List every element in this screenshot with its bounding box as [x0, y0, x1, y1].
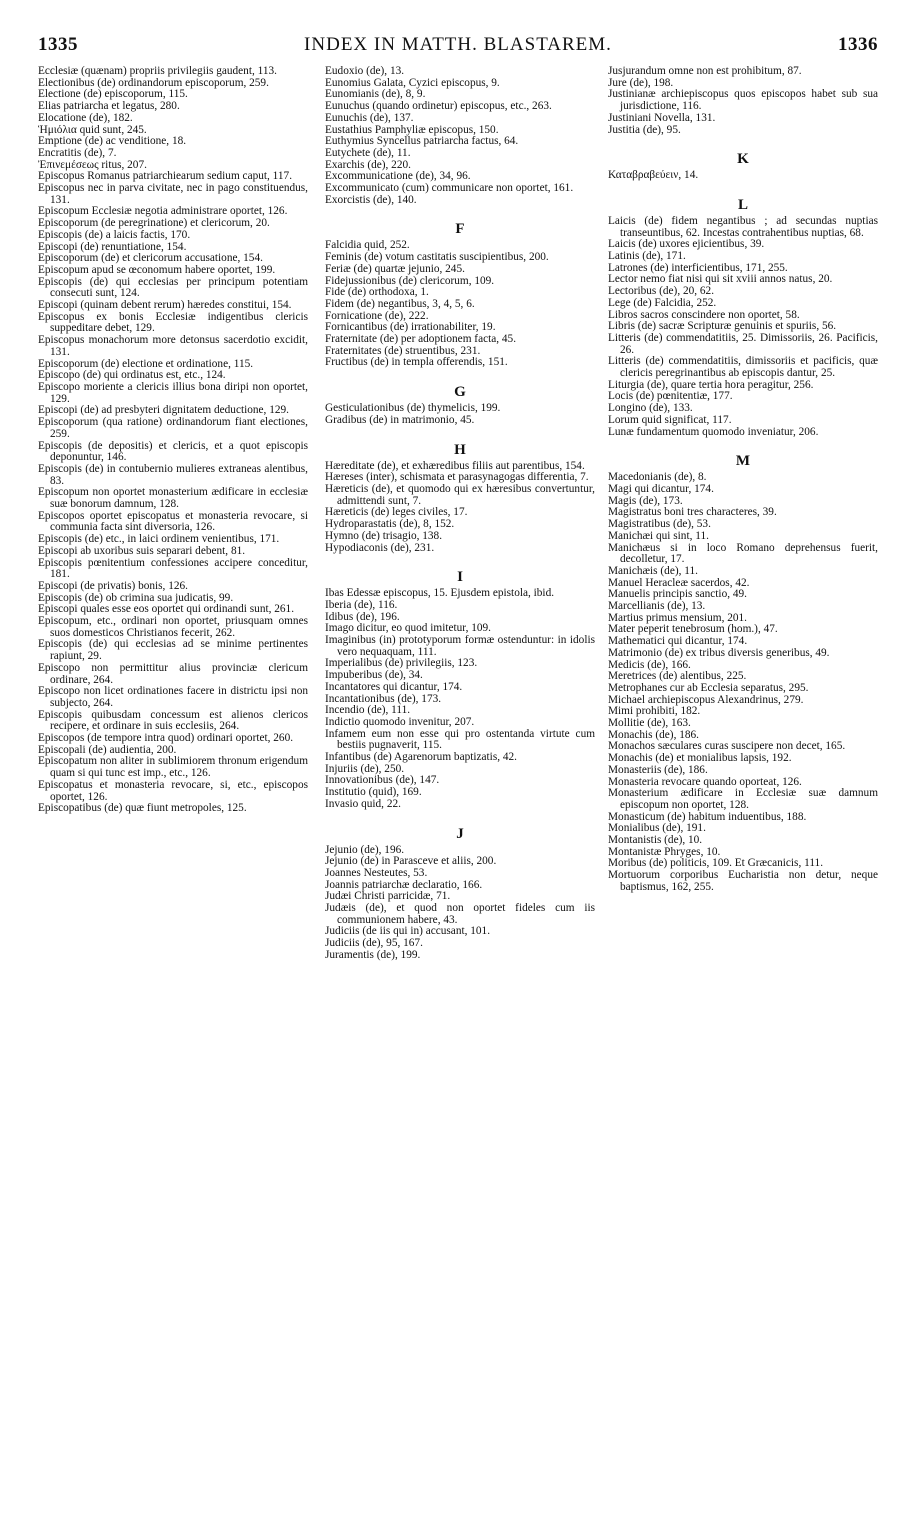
- index-entry: Episcopum apud se œconomum habere oportet, 199.: [38, 263, 276, 276]
- index-entry: Episcopus nec in parva civitate, nec in pago constituendus, 131.: [38, 182, 308, 206]
- index-entry: Episcopis (de) ob crimina sua judicatis, 99.: [38, 591, 234, 604]
- index-entry: Episcopatibus (de) quæ fiunt metropoles, 125.: [38, 802, 247, 815]
- index-entry: Καταβραβεύειν, 14.: [608, 169, 699, 182]
- index-entry: Libris (de) sacræ Scripturæ genuinis et spuriis, 56.: [608, 320, 837, 333]
- index-entry: Manuel Heracleæ sacerdos, 42.: [608, 576, 750, 589]
- index-entry: Mimi prohibiti, 182.: [608, 705, 701, 718]
- index-entry: Episcopis (de) qui ecclesias per principum potentiam consecuti sunt, 124.: [38, 275, 308, 300]
- index-entry: Metrophanes cur ab Ecclesia separatus, 295.: [608, 681, 809, 694]
- index-column-1: [38, 66, 308, 815]
- index-entry: Manichæi qui sint, 11.: [608, 529, 709, 542]
- page-number-left: 1335: [38, 34, 78, 55]
- index-entry: Fornicantibus (de) irrationabiliter, 19.: [325, 321, 496, 334]
- index-entry: Manichæus si in loco Romano deprehensus fuerit, decolletur, 17.: [608, 541, 878, 566]
- index-entry: Exorcistis (de), 140.: [325, 193, 417, 206]
- index-entry: Impuberibus (de), 34.: [325, 669, 423, 682]
- index-entry: Fraternitates (de) struentibus, 231.: [325, 344, 481, 357]
- index-entry: Episcoporum (de) et clericorum accusatione, 154.: [38, 252, 263, 265]
- index-entry: Idibus (de), 196.: [325, 610, 400, 623]
- section-letter: H: [454, 441, 466, 458]
- index-entry: Fidejussionibus (de) clericorum, 109.: [325, 274, 495, 287]
- index-entry: Episcopis quibusdam concessum est alienos clericos recipere, et ordinare in suis ecclesiis, 264.: [38, 708, 308, 733]
- index-entry: Monasticum (de) habitum induentibus, 188.: [608, 810, 807, 823]
- index-entry: Episcopi (de) renuntiatione, 154.: [38, 240, 187, 253]
- index-entry: Feminis (de) votum castitatis suscipientibus, 200.: [325, 251, 549, 264]
- index-entry: Institutio (quid), 169.: [325, 786, 422, 799]
- index-entry: Electione (de) episcoporum, 115.: [38, 88, 188, 101]
- index-entry: Judæis (de), et quod non oportet fideles cum iis communionem habere, 43.: [325, 902, 595, 926]
- section-letter: I: [457, 569, 463, 586]
- index-entry: Monachos sæculares curas suscipere non decet, 165.: [608, 740, 846, 753]
- index-entry: Excommunicatione (de), 34, 96.: [325, 170, 471, 183]
- index-entry: Montanistæ Phryges, 10.: [608, 845, 721, 858]
- index-entry: Episcopis (de depositis) et clericis, et a quot episcopis deponuntur, 146.: [38, 439, 308, 464]
- index-entry: Mortuorum corporibus Eucharistia non detur, neque baptismus, 162, 255.: [608, 869, 878, 893]
- index-entry: Ἐπινεμέσεως ritus, 207.: [38, 158, 147, 171]
- index-entry: Episcopus ex bonis Ecclesiæ indigentibus clericis suppeditare debet, 129.: [38, 310, 308, 335]
- index-entry: Episcopis (de) etc., in laici ordinem venientibus, 171.: [38, 533, 280, 546]
- index-entry: Imaginibus (in) prototyporum formæ ostenduntur: in idolis vero nequaquam, 111.: [325, 634, 595, 658]
- index-entry: Hæreticis (de) leges civiles, 17.: [325, 506, 468, 519]
- index-entry: Judiciis (de iis qui in) accusant, 101.: [325, 925, 491, 938]
- index-entry: Mathematici qui dicantur, 174.: [608, 635, 748, 648]
- index-entry: Imago dicitur, eo quod imitetur, 109.: [325, 622, 492, 635]
- index-entry: Eunuchis (de), 137.: [325, 111, 414, 124]
- index-entry: Monasterium ædificare in Ecclesiæ suæ damnum episcopum non oportet, 128.: [608, 787, 878, 811]
- section-letter: J: [456, 825, 464, 842]
- index-entry: Eunuchus (quando ordinetur) episcopus, etc., 263.: [325, 100, 552, 113]
- index-entry: Infamem eum non esse qui pro ostentanda virtute cum bestiis pugnaverit, 115.: [325, 727, 595, 752]
- index-entry: Episcopum Ecclesiæ negotia administrare oportet, 126.: [38, 205, 288, 218]
- index-entry: Episcopis (de) qui ecclesias ad se minime pertinentes rapiunt, 29.: [38, 638, 308, 663]
- index-entry: Manichæis (de), 11.: [608, 564, 698, 577]
- index-entry: Manuelis principis sanctio, 49.: [608, 588, 747, 601]
- index-entry: Latinis (de), 171.: [608, 250, 686, 263]
- index-entry: Episcopis pœnitentium confessiones accipere conceditur, 181.: [38, 556, 308, 581]
- index-entry: Lege (de) Falcidia, 252.: [608, 296, 717, 309]
- index-entry: Litteris (de) commendatitiis, dimissoriis et pacificis, quæ clericis peregrinantibus ab episcopis dantur, 25.: [608, 355, 878, 380]
- index-entry: Magistratibus (de), 53.: [608, 518, 711, 531]
- index-entry: Michael archiepiscopus Alexandrinus, 279.: [608, 693, 804, 706]
- index-entry: Jusjurandum omne non est prohibitum, 87.: [608, 65, 802, 77]
- index-entry: Juramentis (de), 199.: [325, 948, 421, 961]
- index-entry: Magis (de), 173.: [608, 494, 683, 507]
- index-entry: Emptione (de) ac venditione, 18.: [38, 135, 187, 148]
- index-entry: Infantibus (de) Agarenorum baptizatis, 42.: [325, 751, 517, 764]
- index-entry: Monachis (de), 186.: [608, 728, 699, 741]
- index-entry: Indictio quomodo invenitur, 207.: [325, 715, 475, 728]
- index-entry: Episcopo (de) qui ordinatus est, etc., 124.: [38, 369, 226, 382]
- index-entry: Ibas Edessæ episcopus, 15. Ejusdem epistola, ibid.: [325, 587, 555, 600]
- index-entry: Moribus (de) politicis, 109. Et Græcanicis, 111.: [608, 857, 824, 870]
- index-entry: Incendio (de), 111.: [325, 704, 411, 717]
- index-entry: Judæi Christi parricidæ, 71.: [325, 890, 451, 903]
- index-entry: Locis (de) pœnitentiæ, 177.: [608, 390, 733, 403]
- index-entry: Episcopi (de) ad presbyteri dignitatem deductione, 129.: [38, 404, 289, 417]
- index-entry: Episcopum non oportet monasterium ædificare in ecclesiæ suæ bonorum damnum, 128.: [38, 486, 308, 511]
- index-entry: Eunomius Galata, Cyzici episcopus, 9.: [325, 76, 500, 89]
- index-entry: Matrimonio (de) ex tribus diversis generibus, 49.: [608, 646, 830, 659]
- index-entry: Incantatores qui dicantur, 174.: [325, 680, 463, 693]
- index-entry: Eudoxio (de), 13.: [325, 65, 405, 77]
- index-entry: Mollitie (de), 163.: [608, 717, 691, 730]
- index-entry: Montanistis (de), 10.: [608, 834, 703, 847]
- index-entry: Falcidia quid, 252.: [325, 239, 410, 252]
- index-entry: Fide (de) orthodoxa, 1.: [325, 286, 429, 299]
- index-entry: Episcopum, etc., ordinari non oportet, priusquam omnes suos domesticos Christianos fecerit, 262.: [38, 615, 308, 639]
- index-entry: Gradibus (de) in matrimonio, 45.: [325, 413, 475, 426]
- index-entry: Euthymius Syncellus patriarcha factus, 64.: [325, 135, 519, 148]
- index-entry: Hæreditate (de), et exhæredibus filiis aut parentibus, 154.: [325, 459, 585, 472]
- index-entry: Elocatione (de), 182.: [38, 111, 133, 124]
- index-entry: Exarchis (de), 220.: [325, 158, 411, 171]
- section-letter: L: [737, 196, 748, 213]
- index-entry: Jure (de), 198.: [608, 76, 674, 89]
- index-entry: Lectoribus (de), 20, 62.: [608, 285, 715, 298]
- index-entry: Invasio quid, 22.: [325, 797, 401, 810]
- index-entry: Jejunio (de) in Parasceve et aliis, 200.: [325, 855, 497, 868]
- index-entry: Episcopi ab uxoribus suis separari debent, 81.: [38, 544, 246, 557]
- index-entry: Joannis patriarchæ declaratio, 166.: [325, 878, 483, 891]
- index-entry: Fidem (de) negantibus, 3, 4, 5, 6.: [325, 297, 475, 310]
- index-entry: Episcoporum (de peregrinatione) et clericorum, 20.: [38, 217, 270, 230]
- index-entry: Joannes Nesteutes, 53.: [325, 866, 428, 879]
- index-entry: Eunomianis (de), 8, 9.: [325, 88, 426, 101]
- index-entry: Eutychete (de), 11.: [325, 146, 411, 159]
- index-entry: Episcopatum non aliter in sublimiorem thronum erigendum quam si qui tunc est imp., etc., 126.: [38, 755, 308, 780]
- index-entry: Episcopi (quinam debent rerum) hæredes constitui, 154.: [38, 299, 292, 312]
- index-entry: Episcoporum (de) electione et ordinatione, 115.: [38, 357, 254, 370]
- index-entry: Episcopi (de privatis) bonis, 126.: [38, 579, 188, 592]
- index-entry: Episcopis (de) a laicis factis, 170.: [38, 228, 191, 241]
- page-header: [38, 34, 878, 62]
- index-entry: Marcellianis (de), 13.: [608, 600, 706, 613]
- index-entry: Justinianæ archiepiscopus quos episcopos habet sub sua jurisdictione, 116.: [608, 88, 878, 113]
- index-entry: Encratitis (de), 7.: [38, 146, 117, 159]
- index-entry: Hæreses (inter), schismata et parasynagogas differentia, 7.: [325, 471, 589, 484]
- index-entry: Macedonianis (de), 8.: [608, 471, 707, 484]
- section-letter: M: [735, 453, 751, 470]
- index-entry: Magi qui dicantur, 174.: [608, 482, 714, 495]
- index-entry: Eustathius Pamphyliæ episcopus, 150.: [325, 123, 499, 136]
- index-entry: Martius primus mensium, 201.: [608, 611, 748, 624]
- index-entry: Episcopis (de) in contubernio mulieres extraneas alentibus, 83.: [38, 462, 308, 487]
- index-entry: Laicis (de) uxores ejicientibus, 39.: [608, 238, 765, 251]
- index-entry: Episcopo non permittitur alius provinciæ clericum ordinare, 264.: [38, 661, 308, 686]
- index-entry: Hæreticis (de), et quomodo qui ex hæresibus convertuntur, admittendi sunt, 7.: [325, 482, 595, 507]
- index-entry: Fornicatione (de), 222.: [325, 309, 429, 322]
- index-entry: Electionibus (de) ordinandorum episcoporum, 259.: [38, 76, 269, 89]
- index-entry: Imperialibus (de) privilegiis, 123.: [325, 657, 478, 670]
- index-entry: Litteris (de) commendatitiis, 25. Dimissoriis, 26. Pacificis, 26.: [608, 331, 878, 356]
- index-entry: Episcopo non licet ordinationes facere in districtu ipsi non subjecto, 264.: [38, 685, 308, 709]
- index-entry: Incantationibus (de), 173.: [325, 692, 442, 705]
- index-entry: Feriæ (de) quartæ jejunio, 245.: [325, 262, 465, 275]
- index-entry: Lunæ fundamentum quomodo inveniatur, 206.: [608, 425, 819, 438]
- index-entry: Excommunicato (cum) communicare non oportet, 161.: [325, 182, 574, 195]
- section-letter: G: [454, 384, 466, 401]
- index-entry: Judiciis (de), 95, 167.: [325, 937, 423, 950]
- index-entry: Meretrices (de) alentibus, 225.: [608, 670, 747, 683]
- section-letter: K: [737, 151, 749, 168]
- index-entry: Laicis (de) fidem negantibus ; ad secundas nuptias transeuntibus, 62. Incestas contrahentibus nuptias, 68.: [608, 214, 878, 239]
- index-entry: Monasteria revocare quando oporteat, 126.: [608, 775, 802, 788]
- index-entry: Longino (de), 133.: [608, 402, 693, 415]
- index-entry: Ἡμιόλια quid sunt, 245.: [38, 123, 147, 136]
- index-entry: Hymno (de) trisagio, 138.: [325, 529, 443, 542]
- index-entry: Episcopo moriente a clericis illius bona diripi non oportet, 129.: [38, 380, 308, 405]
- index-entry: Hypodiaconis (de), 231.: [325, 541, 435, 554]
- index-entry: Justiniani Novella, 131.: [608, 111, 716, 124]
- index-entry: Monachis (de) et monialibus lapsis, 192.: [608, 752, 792, 765]
- index-entry: Gesticulationibus (de) thymelicis, 199.: [325, 402, 501, 415]
- index-column-2: [325, 66, 595, 962]
- index-entry: Episcopi quales esse eos oportet qui ordinandi sunt, 261.: [38, 603, 295, 616]
- section-letter: F: [455, 221, 465, 238]
- index-entry: Ecclesiæ (quænam) propriis privilegiis gaudent, 113.: [38, 65, 277, 77]
- index-entry: Magistratus boni tres characteres, 39.: [608, 506, 777, 519]
- index-entry: Episcoporum (qua ratione) ordinandorum fiant electiones, 259.: [38, 416, 308, 440]
- index-entry: Lorum quid significat, 117.: [608, 413, 732, 426]
- index-column-3: [608, 66, 878, 894]
- index-entry: Elias patriarcha et legatus, 280.: [38, 100, 180, 113]
- index-entry: Episcopali (de) audientia, 200.: [38, 743, 177, 756]
- index-entry: Liturgia (de), quare tertia hora peragitur, 256.: [608, 378, 814, 391]
- index-entry: Iberia (de), 116.: [325, 598, 398, 611]
- index-entry: Fraternitate (de) per adoptionem facta, 45.: [325, 333, 517, 346]
- index-entry: Fructibus (de) in templa offerendis, 151.: [325, 356, 508, 369]
- index-entry: Monialibus (de), 191.: [608, 822, 706, 835]
- index-entry: Episcopatus et monasteria revocare, si, etc., episcopos oportet, 126.: [38, 778, 308, 803]
- index-entry: Injuriis (de), 250.: [325, 762, 405, 775]
- running-title: INDEX IN MATTH. BLASTAREM.: [304, 34, 612, 55]
- index-entry: Episcopos (de tempore intra quod) ordinari oportet, 260.: [38, 732, 294, 745]
- index-entry: Justitia (de), 95.: [608, 123, 681, 136]
- index-entry: Mater peperit tenebrosum (hom.), 47.: [608, 623, 778, 636]
- index-entry: Medicis (de), 166.: [608, 658, 691, 671]
- index-entry: Innovationibus (de), 147.: [325, 774, 440, 787]
- page-number-right: 1336: [838, 34, 878, 55]
- index-entry: Lector nemo fiat nisi qui sit xviii annos natus, 20.: [608, 273, 833, 286]
- index-entry: Episcopos oportet episcopatus et monasteria revocare, si communia facta sint diversoria, 126.: [38, 509, 308, 534]
- index-entry: Hydroparastatis (de), 8, 152.: [325, 518, 455, 531]
- index-entry: Episcopus monachorum more detonsus sacerdotio excidit, 131.: [38, 334, 308, 358]
- index-entry: Episcopus Romanus patriarchiearum sedium caput, 117.: [38, 170, 293, 183]
- index-entry: Monasteriis (de), 186.: [608, 763, 708, 776]
- index-entry: Jejunio (de), 196.: [325, 843, 405, 856]
- index-entry: Latrones (de) interficientibus, 171, 255.: [608, 261, 788, 274]
- index-entry: Libros sacros conscindere non oportet, 58.: [608, 308, 800, 321]
